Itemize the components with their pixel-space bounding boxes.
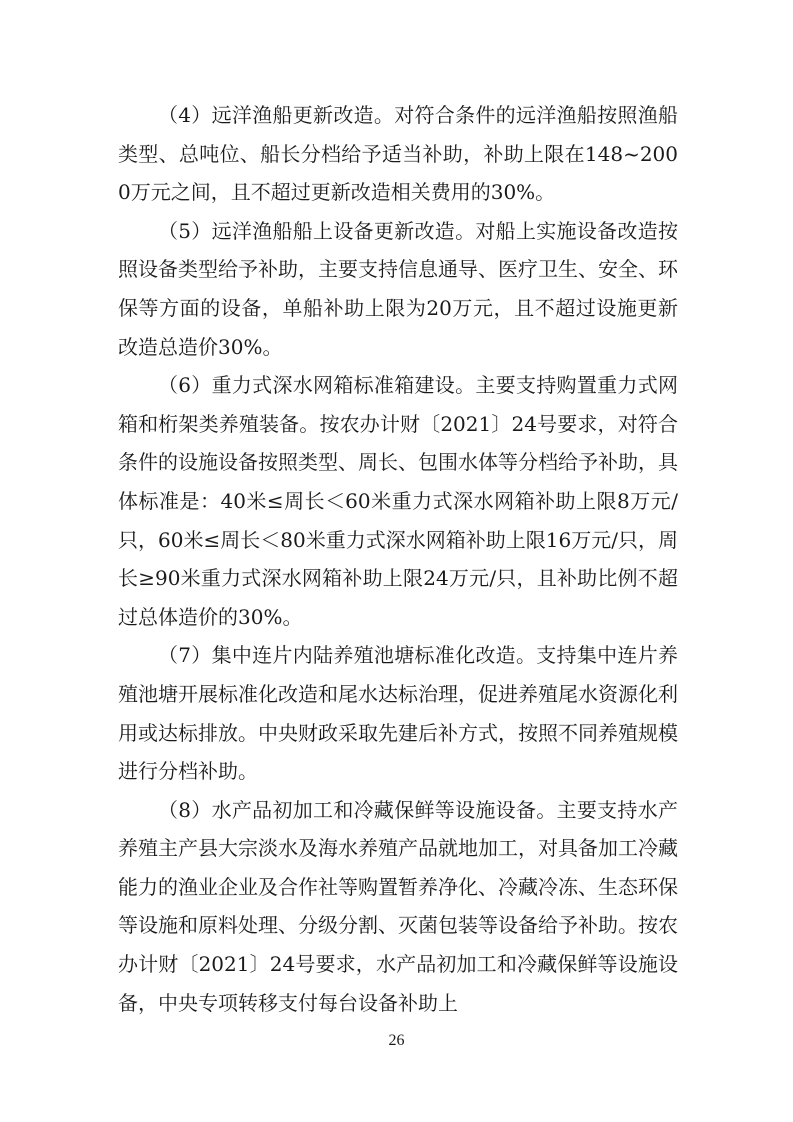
paragraph-ocean-vessel-renewal: （4）远洋渔船更新改造。对符合条件的远洋渔船按照渔船类型、总吨位、船长分档给予适当补助，补助上限在148~2000万元之间，且不超过更新改造相关费用的30%。 [118, 103, 678, 205]
paragraph-pond-standardization: （7）集中连片内陆养殖池塘标准化改造。支持集中连片养殖池塘开展标准化改造和尾水达标治理，促进养殖尾水资源化利用或达标排放。中央财政采取先建后补方式，按照不同养殖规模进行分档补助。 [118, 643, 678, 784]
paragraph-processing-cold-storage: （8）水产品初加工和冷藏保鲜等设施设备。主要支持水产养殖主产县大宗淡水及海水养殖产品就地加工，对具备加工冷藏能力的渔业企业及合作社等购置暂养净化、冷藏冷冻、生态环保等设施和原料处理、分级分割、灭菌包装等设备给予补助。按农办计财〔2021〕24号要求，水产品初加工和冷藏保鲜等设施设备，中央专项转移支付每台设备补助上 [118, 797, 678, 1015]
document-body [118, 96, 678, 1022]
paragraph-onboard-equipment-renewal: （5）远洋渔船船上设备更新改造。对船上实施设备改造按照设备类型给予补助，主要支持信息通导、医疗卫生、安全、环保等方面的设备，单船补助上限为20万元，且不超过设施更新改造总造价30%。 [118, 218, 678, 359]
paragraph-deepwater-net-cage: （6）重力式深水网箱标准箱建设。主要支持购置重力式网箱和桁架类养殖装备。按农办计财〔2021〕24号要求，对符合条件的设施设备按照类型、周长、包围水体等分档给予补助，具体标准是：40米≤周长＜60米重力式深水网箱补助上限8万元/只，60米≤周长＜80米重力式深水网箱补助上限16万元/只，周长≥90米重力式深水网箱补助上限24万元/只，且补助比例不超过总体造价的30%。 [118, 373, 678, 629]
page-number: 26 [388, 1032, 405, 1049]
